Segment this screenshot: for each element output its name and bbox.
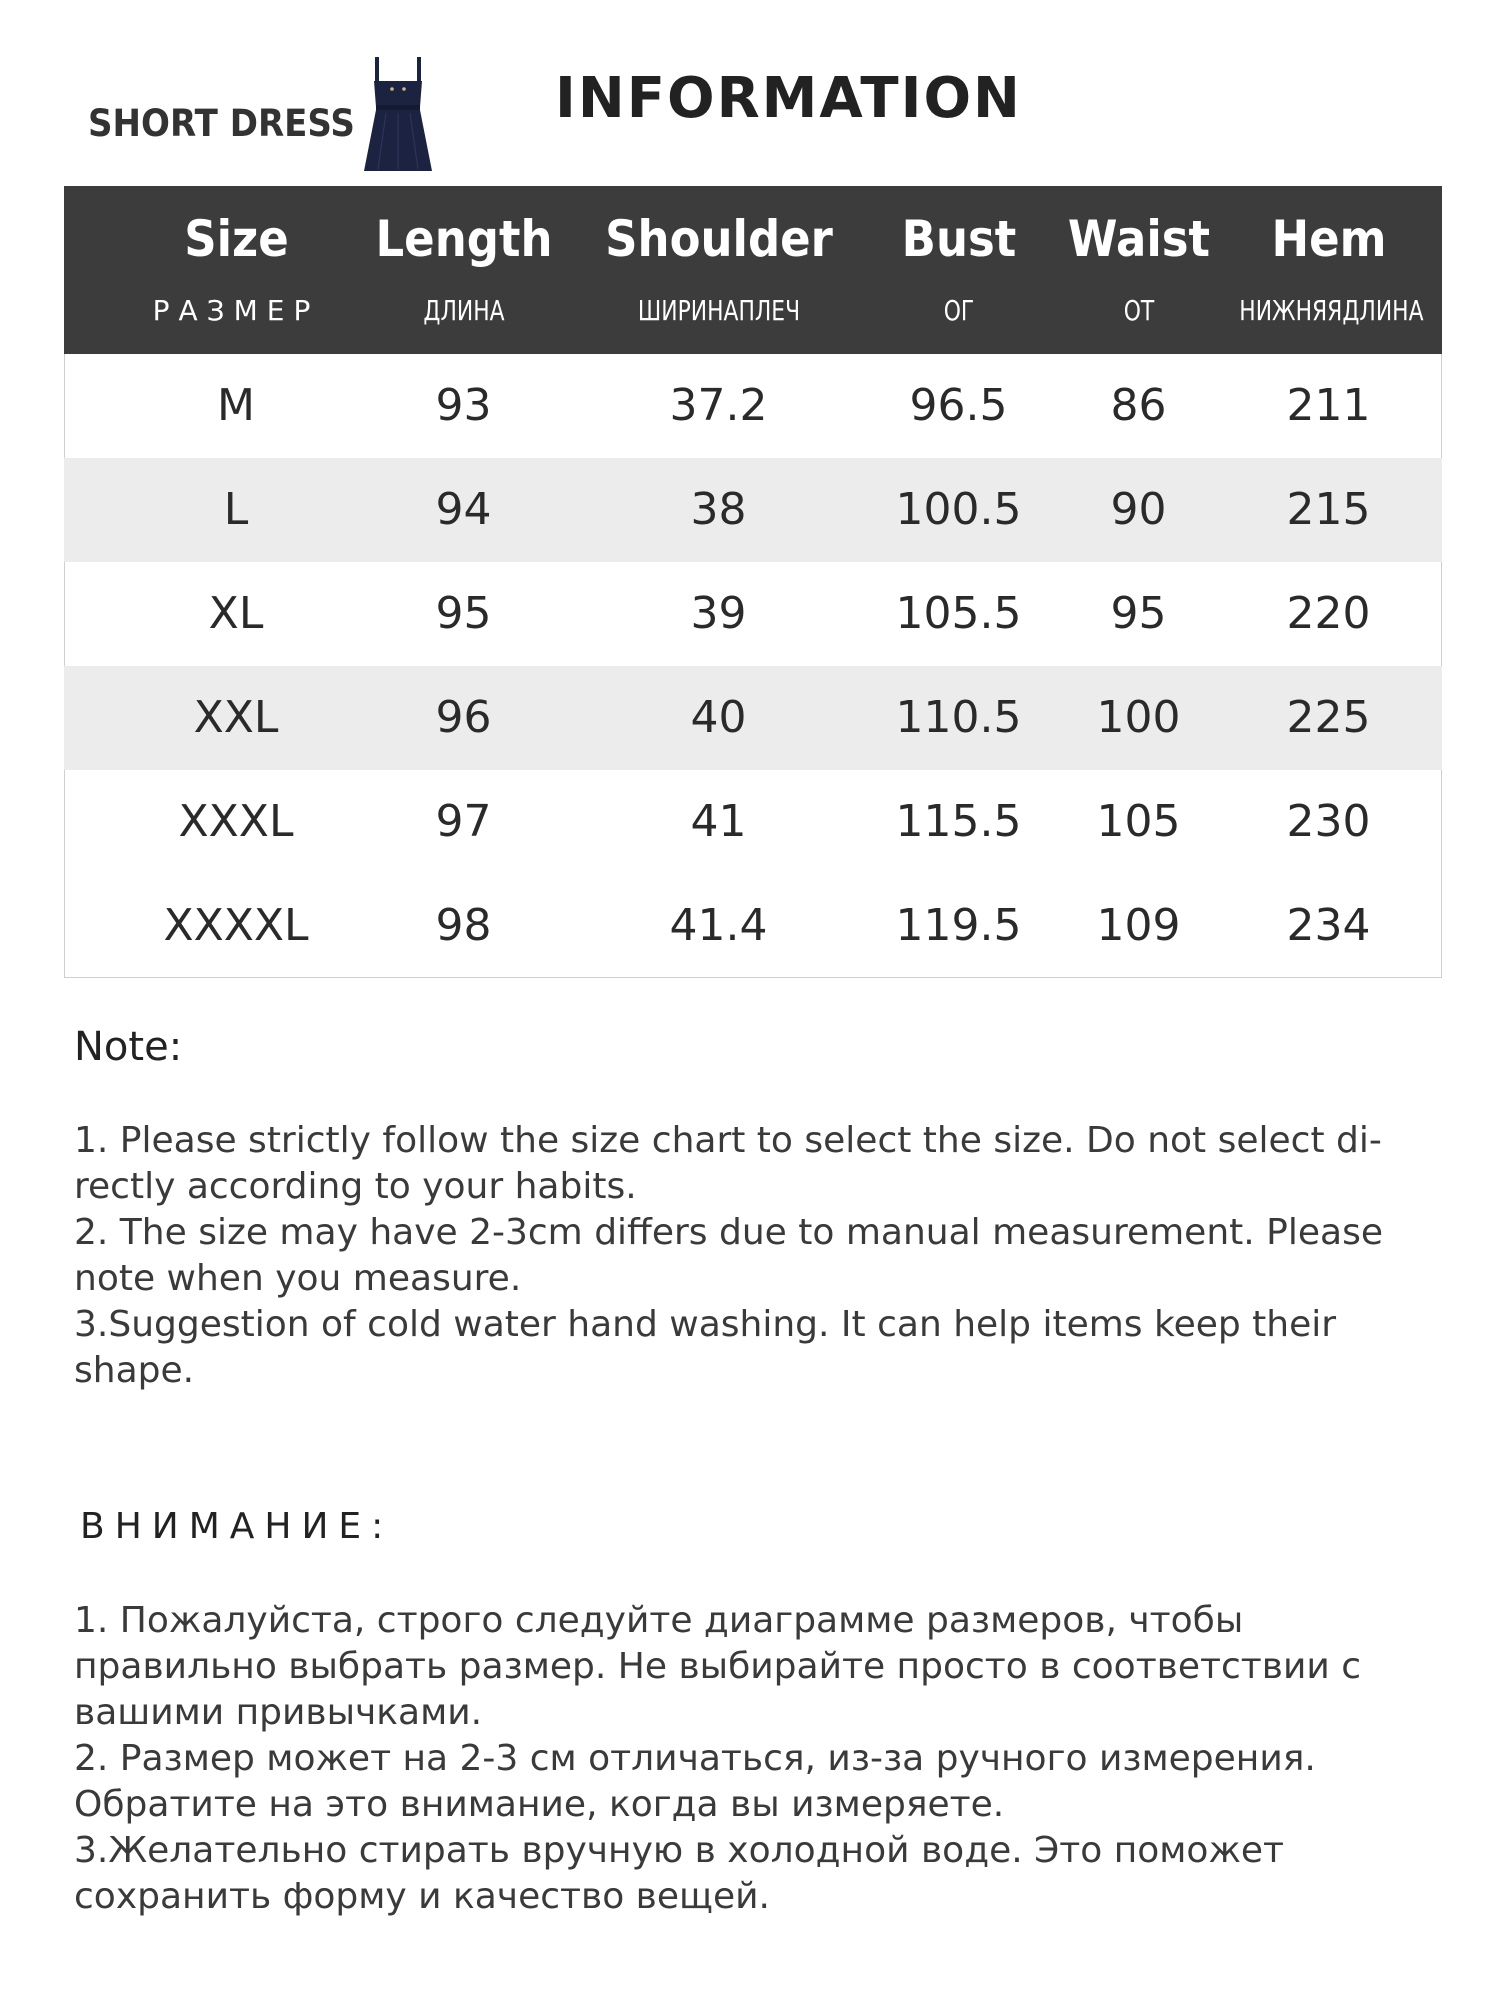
ru-note-line: 1. Пожалуйста, строго следуйте диаграмме размеров, чтобы правильно выбрать размер. Не выбирайте просто в соответствии с вашими привычками.	[74, 1600, 1362, 1733]
cell-hem: 215	[1286, 483, 1371, 535]
cell-shoulder: 41.4	[669, 899, 768, 951]
cell-hem: 234	[1286, 899, 1371, 951]
cell-shoulder: 37.2	[669, 379, 768, 431]
dress-image	[362, 55, 434, 173]
cell-hem: 225	[1286, 691, 1371, 743]
cell-bust: 96.5	[909, 379, 1008, 431]
cell-size: XXL	[193, 691, 279, 743]
cell-bust: 119.5	[895, 899, 1022, 951]
table-body	[64, 354, 1442, 978]
page-title: INFORMATION	[555, 66, 1022, 131]
column-label-ru: ОГ	[943, 293, 974, 327]
cell-size: M	[217, 379, 255, 431]
column-label-en: Waist	[1067, 209, 1210, 268]
column-header-hem	[1214, 186, 1444, 354]
cell-length: 93	[435, 379, 492, 431]
size-table	[64, 186, 1442, 978]
ru-note-body	[74, 1598, 1444, 1920]
cell-size: L	[223, 483, 249, 535]
cell-waist: 90	[1110, 483, 1167, 535]
table-row	[64, 666, 1442, 770]
cell-length: 95	[435, 587, 492, 639]
cell-hem: 220	[1286, 587, 1371, 639]
cell-bust: 100.5	[895, 483, 1022, 535]
column-header-size	[104, 186, 369, 354]
cell-length: 98	[435, 899, 492, 951]
cell-bust: 115.5	[895, 795, 1022, 847]
table-row	[64, 874, 1442, 978]
column-label-ru: ОТ	[1123, 293, 1154, 327]
cell-size: XXXL	[178, 795, 294, 847]
cell-shoulder: 40	[690, 691, 747, 743]
column-label-en: Length	[375, 209, 552, 268]
column-label-en: Bust	[901, 209, 1016, 268]
note-body	[74, 1118, 1414, 1394]
note-line: 2. The size may have 2-3cm differs due to manual measurement. Please note when you measure.	[74, 1212, 1383, 1299]
table-row	[64, 562, 1442, 666]
table-row	[64, 458, 1442, 562]
column-label-ru: НИЖНЯЯДЛИНА	[1238, 293, 1424, 327]
table-row	[64, 770, 1442, 874]
column-label-ru: ДЛИНА	[422, 293, 505, 327]
table-header	[64, 186, 1442, 354]
cell-waist: 86	[1110, 379, 1167, 431]
cell-bust: 110.5	[895, 691, 1022, 743]
note-line: 3.Suggestion of cold water hand washing. It can help items keep their shape.	[74, 1304, 1337, 1391]
table-row	[64, 354, 1442, 458]
cell-size: XL	[208, 587, 264, 639]
ru-note-line: 3.Желательно стирать вручную в холодной воде. Это поможет сохранить форму и качество вещей.	[74, 1830, 1284, 1917]
column-header-shoulder	[579, 186, 859, 354]
product-label: SHORT DRESS	[88, 102, 355, 145]
cell-size: XXXXL	[163, 899, 309, 951]
column-header-length	[334, 186, 594, 354]
ru-note-heading: ВНИМАНИЕ:	[80, 1506, 394, 1547]
cell-waist: 100	[1096, 691, 1181, 743]
cell-waist: 109	[1096, 899, 1181, 951]
cell-hem: 211	[1286, 379, 1371, 431]
cell-waist: 95	[1110, 587, 1167, 639]
cell-length: 96	[435, 691, 492, 743]
cell-shoulder: 41	[690, 795, 747, 847]
cell-length: 97	[435, 795, 492, 847]
cell-hem: 230	[1286, 795, 1371, 847]
note-line: 1. Please strictly follow the size chart to select the size. Do not select di-rectly according to your habits.	[74, 1120, 1382, 1207]
cell-bust: 105.5	[895, 587, 1022, 639]
note-heading: Note:	[74, 1024, 183, 1070]
column-label-en: Hem	[1270, 209, 1387, 268]
column-label-ru: ШИРИНАПЛЕЧ	[637, 293, 800, 327]
cell-shoulder: 39	[690, 587, 747, 639]
cell-waist: 105	[1096, 795, 1181, 847]
ru-note-line: 2. Размер может на 2-3 см отличаться, из-за ручного измерения. Обратите на это внимание, когда вы измеряете.	[74, 1738, 1316, 1825]
cell-shoulder: 38	[690, 483, 747, 535]
column-label-ru: РАЗМЕР	[152, 293, 320, 327]
column-label-en: Size	[183, 209, 289, 268]
column-label-en: Shoulder	[604, 209, 833, 268]
cell-length: 94	[435, 483, 492, 535]
